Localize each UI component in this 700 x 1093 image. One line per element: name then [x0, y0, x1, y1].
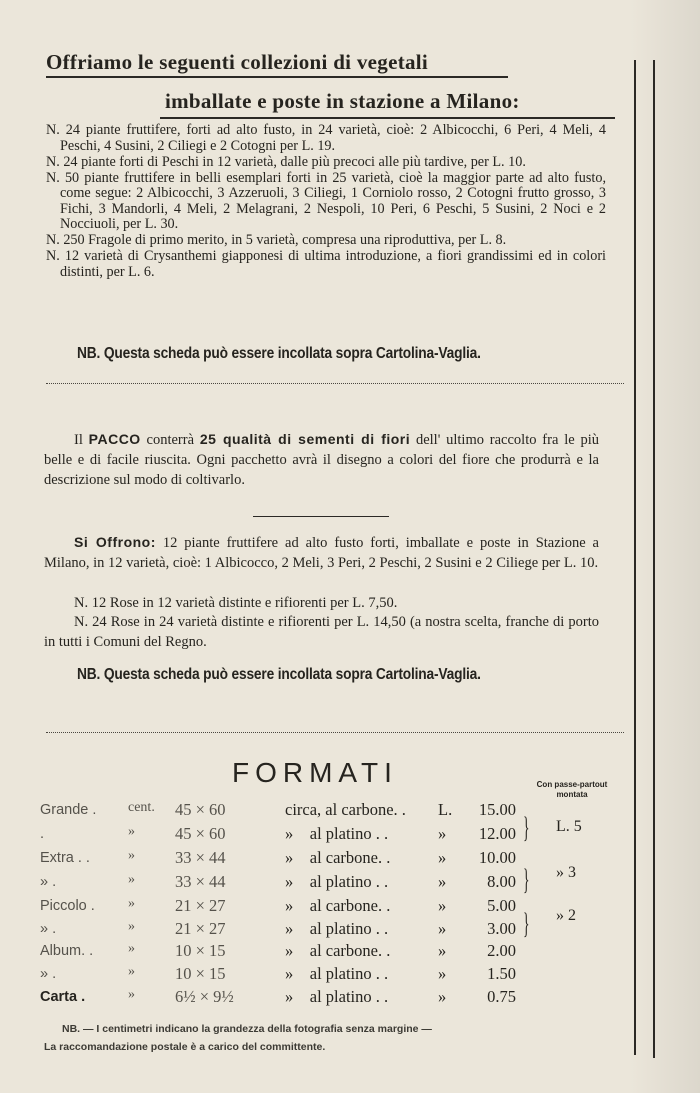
format-name: Carta .: [40, 989, 86, 1005]
format-size: 45 × 60: [175, 800, 226, 819]
formati-note: Con passe-partout montata: [536, 780, 608, 799]
format-name: .: [40, 826, 45, 842]
format-size: 21 × 27: [175, 896, 226, 915]
heading-underline-2: [160, 117, 615, 119]
heading-collections: Offriamo le seguenti collezioni di vegetali: [46, 50, 429, 74]
format-currency: »: [438, 964, 447, 983]
table-row: [40, 872, 580, 894]
format-price: 8.00: [487, 872, 516, 891]
pacco-text-1: Il: [74, 432, 89, 448]
footnote: [44, 1020, 604, 1056]
format-process: » al platino . .: [285, 964, 389, 983]
short-divider: [253, 516, 389, 517]
margin-rule-left: [634, 60, 636, 1055]
footnote-line-1: NB. — I centimetri indicano la grandezza della fotografia senza margine —: [62, 1023, 432, 1035]
pacco-bold-2: 25 qualità di sementi di fiori: [199, 431, 411, 447]
heading-shipping: imballate e poste in stazione a Milano:: [165, 89, 520, 113]
brace-group-3: }: [523, 907, 530, 940]
format-name: Grande .: [40, 802, 97, 818]
format-size: 6½ × 9½: [175, 987, 234, 1006]
format-price: 0.75: [487, 987, 516, 1006]
pacco-text-3: dell' ultimo raccolto fra le più belle e di facile riuscita. Ogni pacchetto avrà il disegno a colori del fiore che produrrà e la descrizione sul modo di coltivarlo.: [44, 432, 600, 488]
page-edge-shading: [630, 0, 700, 1093]
format-price: 5.00: [487, 896, 516, 915]
pacco-text-2: conterrà: [140, 432, 200, 448]
offer-roses-12: N. 12 Rose in 12 varietà distinte e rifiorenti per L. 7,50.: [74, 595, 398, 611]
table-row: [40, 919, 580, 941]
format-unit: »: [128, 824, 135, 839]
group-price-3: » 2: [556, 907, 576, 924]
pacco-paragraph: [44, 429, 599, 490]
format-name: Album. .: [40, 943, 94, 959]
format-price: 2.00: [487, 941, 516, 960]
dotted-divider-1: [46, 383, 624, 384]
format-unit: »: [128, 896, 135, 911]
format-unit: »: [128, 872, 135, 887]
format-price: 12.00: [478, 824, 516, 843]
table-row: [40, 848, 580, 870]
format-process: circa, al carbone. .: [285, 800, 406, 819]
format-currency: »: [438, 896, 447, 915]
list-item: N. 24 piante fruttifere, forti ad alto fusto, in 24 varietà, cioè: 2 Albicocchi, 6 Peri, 4 Meli, 4 Peschi, 4 Susini, 2 Ciliegi e 2 Cotogni per L. 19.: [46, 122, 606, 154]
format-name: » .: [40, 874, 57, 890]
pacco-bold: PACCO: [88, 431, 141, 447]
format-process: » al carbone. .: [285, 848, 391, 867]
format-process: » al carbone. .: [285, 941, 391, 960]
format-name: Piccolo .: [40, 898, 95, 914]
table-row: [40, 896, 580, 918]
list-item: N. 12 varietà di Crysanthemi giapponesi di ultima introduzione, a fiori grandissimi ed in colori distinti, per L. 6.: [46, 248, 606, 280]
format-size: 10 × 15: [175, 964, 226, 983]
format-size: 10 × 15: [175, 941, 226, 960]
offer-text: 12 piante fruttifere ad alto fusto forti, imballate e poste in Stazione a Milano, in 12 varietà, cioè: 1 Albicocco, 2 Meli, 3 Peri, 2 Peschi, 2 Susini e 2 Ciliege per L. 10.: [44, 535, 599, 571]
format-process: » al platino . .: [285, 824, 389, 843]
nb-note-2: NB. Questa scheda può essere incollata sopra Cartolina-Vaglia.: [77, 666, 481, 683]
formati-title: FORMATI: [232, 757, 398, 788]
format-process: » al carbone. .: [285, 896, 391, 915]
format-process: » al platino . .: [285, 987, 389, 1006]
format-size: 21 × 27: [175, 919, 226, 938]
format-currency: »: [438, 872, 447, 891]
format-name: » .: [40, 966, 57, 982]
format-currency: »: [438, 987, 447, 1006]
table-row: [40, 987, 580, 1009]
format-unit: »: [128, 964, 135, 979]
list-item: N. 24 piante forti di Peschi in 12 varietà, dalle più precoci alle più tardive, per L. 10.: [46, 153, 526, 170]
format-currency: »: [438, 824, 447, 843]
offer-bold: Si Offrono:: [74, 534, 156, 550]
format-currency: »: [438, 848, 447, 867]
table-row: [40, 941, 580, 963]
offer-roses-24: N. 24 Rose in 24 varietà distinte e rifiorenti per L. 14,50 (a nostra scelta, franche di porto in tutti i Comuni del Regno.: [44, 614, 599, 650]
format-unit: cent.: [128, 800, 155, 815]
brace-group-1: }: [523, 811, 530, 844]
list-item: N. 50 piante fruttifere in belli esemplari forti in 25 varietà, cioè la maggior parte ad alto fusto, come segue: 2 Albicocchi, 3 Azzeruoli, 3 Ciliegi, 1 Corniolo rosso, 2 Cotogni frutto grosso, 3 Fichi, 3 Mandorli, 4 Meli, 2 Melagrani, 2 Nespoli, 10 Peri, 6 Peschi, 5 Susini, 2 Noci e 2 Nocciuoli, per L. 30.: [46, 169, 606, 232]
table-row: [40, 964, 580, 986]
offer-paragraph: [44, 532, 599, 573]
format-size: 33 × 44: [175, 848, 226, 867]
list-item: N. 250 Fragole di primo merito, in 5 varietà, compresa una riproduttiva, per L. 8.: [46, 232, 507, 248]
format-name: » .: [40, 921, 57, 937]
nb-note-1: NB. Questa scheda può essere incollata sopra Cartolina-Vaglia.: [77, 345, 481, 362]
dotted-divider-2: [46, 732, 624, 733]
collections-list: [46, 123, 606, 281]
format-size: 45 × 60: [175, 824, 226, 843]
format-size: 33 × 44: [175, 872, 226, 891]
brace-group-2: }: [523, 863, 530, 896]
format-unit: »: [128, 987, 135, 1002]
format-process: » al platino . .: [285, 919, 389, 938]
format-unit: »: [128, 848, 135, 863]
format-name: Extra . .: [40, 850, 90, 866]
margin-rule-right: [653, 60, 655, 1058]
table-row: [40, 800, 580, 822]
format-currency: L.: [438, 800, 453, 819]
table-row: [40, 824, 580, 846]
format-unit: »: [128, 941, 135, 956]
format-price: 3.00: [487, 919, 516, 938]
footnote-line-2: La raccomandazione postale è a carico del committente.: [44, 1041, 326, 1053]
group-price-1: L. 5: [556, 818, 582, 835]
format-unit: »: [128, 919, 135, 934]
format-price: 1.50: [487, 964, 516, 983]
format-price: 10.00: [478, 848, 516, 867]
format-currency: »: [438, 919, 447, 938]
format-currency: »: [438, 941, 447, 960]
heading-underline: [46, 76, 508, 78]
format-process: » al platino . .: [285, 872, 389, 891]
format-price: 15.00: [478, 800, 516, 819]
group-price-2: » 3: [556, 864, 576, 881]
